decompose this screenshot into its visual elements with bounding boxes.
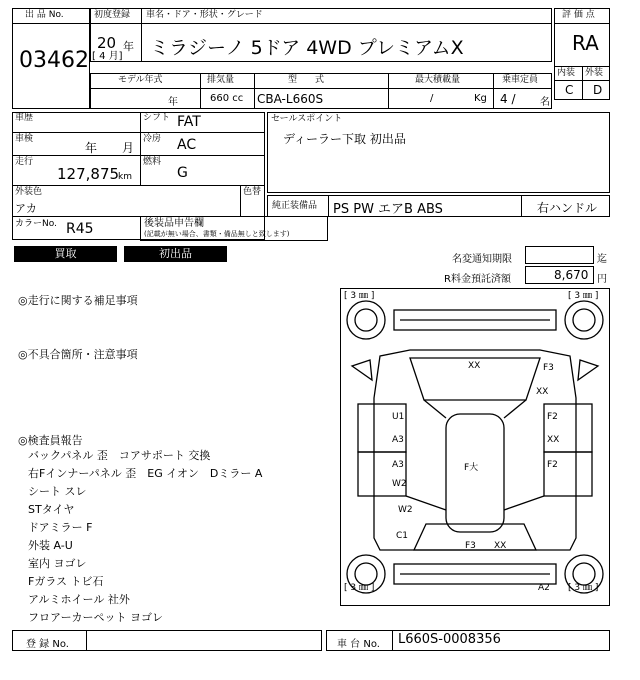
first-reg-label: 初度登録 [94, 10, 131, 20]
mark-xx-right: XX [547, 435, 560, 445]
recycle-fee-unit: 円 [597, 274, 607, 285]
report-line: STタイヤ [28, 503, 75, 516]
tire-depth-front-right: [ 3 ㎜ ] [568, 583, 599, 593]
type-label: 型 式 [288, 75, 325, 85]
interior-score: C [565, 83, 574, 97]
mark-a2: A2 [538, 583, 550, 593]
buy-bar: 買取 [14, 246, 117, 262]
report-line: 右Fインナーパネル 歪 EG イオン Dミラー A [28, 467, 263, 480]
equipment-label: 純正装備品 [272, 201, 318, 211]
mark-u1: U1 [392, 412, 405, 422]
report-line: シート スレ [28, 485, 87, 498]
report-line: アルミホイール 社外 [28, 593, 130, 606]
mark-w2-left: W2 [392, 479, 407, 489]
ac: AC [177, 137, 197, 153]
tire-depth-rear-right: [ 3 ㎜ ] [568, 291, 599, 301]
mark-f2-right-2: F2 [547, 460, 558, 470]
mark-a3-left-2: A3 [392, 460, 404, 470]
inspection-label: 車検 [15, 134, 34, 144]
mileage: 127,875 [57, 165, 120, 183]
sales-point-label: セールスポイント [271, 114, 343, 124]
report-line: Fガラス トビ石 [28, 575, 104, 588]
vehicle-damage-diagram [340, 288, 610, 606]
registration-label: 登 録 No. [26, 639, 69, 650]
aftermarket-note: (記載が無い場合、書類・備品無しと致します) [144, 230, 290, 238]
sales-point: ディーラー下取 初出品 [283, 132, 406, 146]
color-no-label: カラーNo. [15, 219, 57, 229]
year-unit: 年 [123, 40, 134, 53]
driving-notes-heading: ◎走行に関する補足事項 [18, 294, 138, 307]
ext-color-label: 外装色 [15, 187, 43, 197]
mileage-unit: km [118, 172, 132, 182]
max-load-label: 最大積載量 [415, 75, 461, 85]
shift-label: シフト [143, 113, 171, 123]
score: RA [572, 31, 599, 55]
report-line: 室内 ヨゴレ [28, 557, 87, 570]
car-name: ミラジーノ 5ドア 4WD プレミアムX [150, 37, 464, 59]
color-change-label: 色替 [243, 187, 262, 197]
fuel: G [177, 165, 188, 181]
mark-f2-right-1: F2 [547, 412, 558, 422]
inspector-report-heading: ◎検査員報告 [18, 434, 83, 447]
interior-label: 内装 [557, 68, 576, 78]
mark-rear-center: XX [468, 361, 481, 371]
history-label: 車歴 [15, 113, 34, 123]
transfer-deadline-unit: 迄 [597, 254, 607, 265]
displacement: 660 cc [210, 93, 244, 104]
capacity-unit: 名 [540, 97, 550, 108]
report-line: フロアーカーペット ヨゴレ [28, 611, 163, 624]
mark-rear-right-2: XX [536, 387, 549, 397]
chassis-label: 車 台 No. [337, 639, 380, 650]
steering: 右ハンドル [537, 201, 598, 215]
displacement-label: 排気量 [207, 75, 235, 85]
model-year-label: モデル年式 [118, 75, 163, 85]
tire-depth-rear-left: [ 3 ㎜ ] [344, 291, 375, 301]
mark-w2-left-2: W2 [398, 505, 413, 515]
mark-a3-left: A3 [392, 435, 404, 445]
tire-depth-front-left: [ 3 ㎜ ] [344, 583, 375, 593]
mark-c1: C1 [396, 531, 409, 541]
capacity: 4 / [500, 92, 516, 106]
transfer-deadline-box [525, 246, 594, 264]
defect-notes-heading: ◎不具合箇所・注意事項 [18, 348, 138, 361]
model-year-unit: 年 [168, 97, 178, 108]
aftermarket-label: 後装品申告欄 [144, 218, 204, 229]
inspection-month-unit: 月 [122, 141, 135, 155]
mileage-label: 走行 [15, 157, 34, 167]
recycle-fee-label: R料金預託済額 [444, 274, 511, 285]
mark-f-dai: F大 [464, 463, 479, 473]
first-reg-year: 20 [97, 34, 117, 52]
ac-label: 冷房 [143, 134, 162, 144]
mark-front-xx: XX [494, 541, 507, 551]
transfer-deadline-label: 名変通知期限 [452, 254, 512, 265]
inspection-year-unit: 年 [85, 141, 98, 155]
report-line: 外装 A-U [28, 539, 73, 552]
lot-number: 03462 [19, 48, 89, 73]
ext-color: アカ [15, 202, 37, 215]
exterior-score: D [593, 83, 603, 97]
listing-bar: 初出品 [124, 246, 227, 262]
car-name-label: 車名・ドア・形状・グレード [146, 10, 263, 20]
mark-front-f3: F3 [465, 541, 476, 551]
first-reg-month: [ 4 月] [92, 51, 123, 62]
load-slash: / [430, 93, 434, 104]
recycle-fee: 8,670 [554, 268, 589, 282]
score-label: 評 価 点 [562, 10, 595, 20]
report-line: バックパネル 歪 コアサポート 交換 [28, 449, 211, 462]
equipment: PS PW エアB ABS [333, 202, 443, 217]
shift: FAT [177, 114, 201, 130]
lot-number-label: 出 品 No. [25, 10, 64, 20]
load-unit: Kg [474, 93, 487, 104]
fuel-label: 燃料 [143, 157, 162, 167]
chassis-number: L660S-0008356 [398, 632, 501, 647]
report-line: ドアミラー F [28, 521, 93, 534]
type-code: CBA-L660S [257, 92, 324, 106]
capacity-label: 乗車定員 [502, 75, 539, 85]
exterior-label: 外装 [585, 68, 604, 78]
mark-rear-right-1: F3 [543, 363, 554, 373]
color-no: R45 [66, 221, 94, 237]
